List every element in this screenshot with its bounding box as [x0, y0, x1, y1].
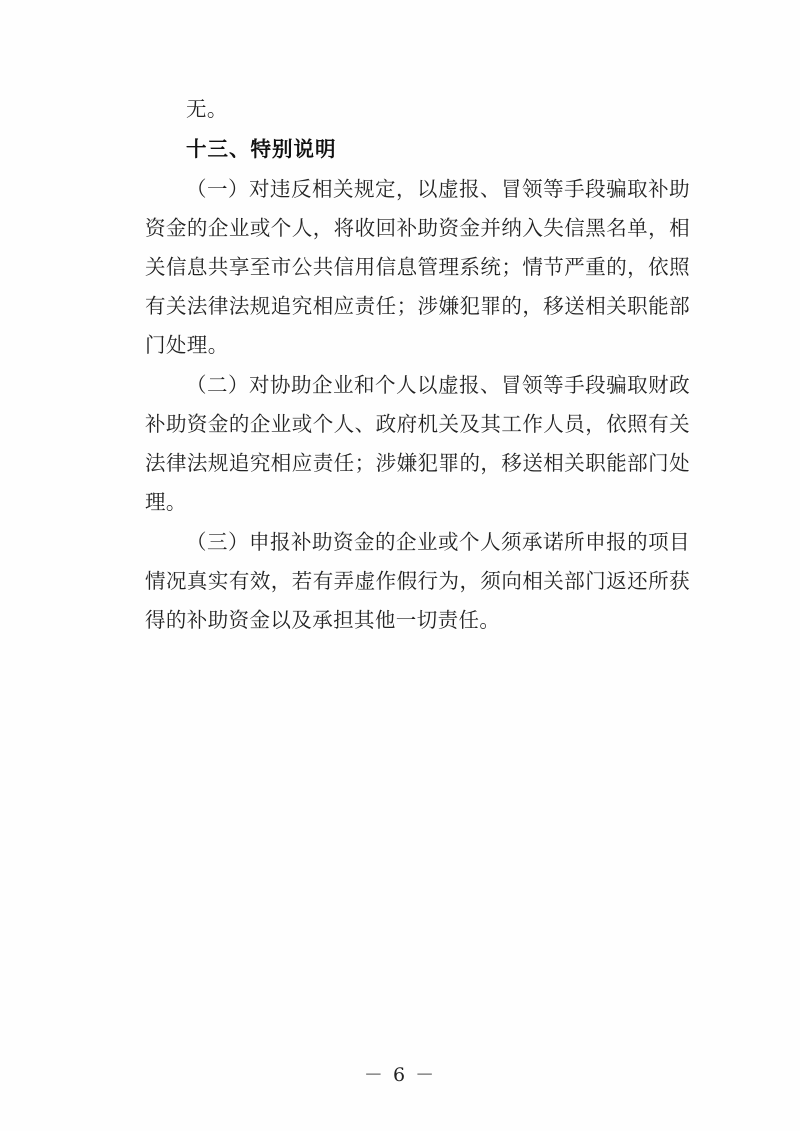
document-body: [145, 90, 690, 640]
page-footer: [0, 1060, 800, 1087]
page-number: － 6 －: [363, 1064, 437, 1086]
paragraph-no-content: 无。: [186, 97, 228, 121]
paragraph-item-3: （三）申报补助资金的企业或个人须承诺所申报的项目情况真实有效，若有弄虚作假行为，须向相关部门返还所获得的补助资金以及承担其他一切责任。: [145, 530, 690, 632]
paragraph-item-1: （一）对违反相关规定，以虚报、冒领等手段骗取补助资金的企业或个人，将收回补助资金并纳入失信黑名单，相关信息共享至市公共信用信息管理系统；情节严重的，依照有关法律法规追究相应责任；涉嫌犯罪的，移送相关职能部门处理。: [145, 177, 690, 357]
paragraph-item-2: （二）对协助企业和个人以虚报、冒领等手段骗取财政补助资金的企业或个人、政府机关及其工作人员，依照有关法律法规追究相应责任；涉嫌犯罪的，移送相关职能部门处理。: [145, 373, 690, 514]
section-heading-special-notes: 十三、特别说明: [186, 137, 337, 161]
